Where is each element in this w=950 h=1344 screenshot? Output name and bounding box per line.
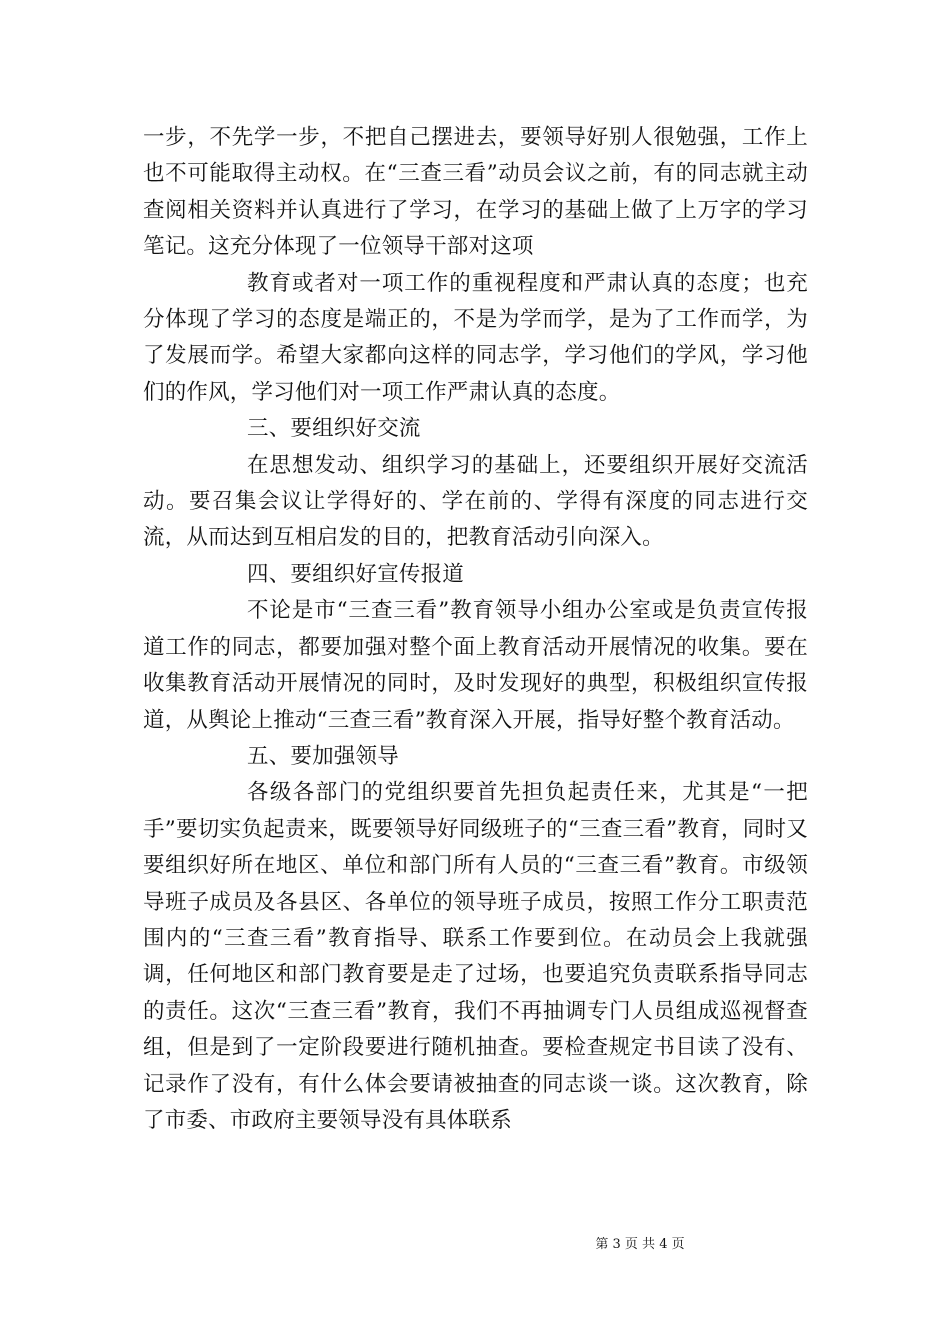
paragraph-publicity: 不论是市“三查三看”教育领导小组办公室或是负责宣传报道工作的同志，都要加强对整个面上教育活动开展情况的收集。要在收集教育活动开展情况的同时，及时发现好的典型，积极组织宣传报道，从舆论上推动“三查三看”教育深入开展，指导好整个教育活动。: [143, 598, 808, 733]
page-number: 第 3 页 共 4 页: [595, 1237, 685, 1252]
paragraph-exchange: 在思想发动、组织学习的基础上，还要组织开展好交流活动。要召集会议让学得好的、学在前的、学得有深度的同志进行交流，从而达到互相启发的目的，把教育活动引向深入。: [143, 452, 808, 551]
paragraph-attitude: 教育或者对一项工作的重视程度和严肃认真的态度；也充分体现了学习的态度是端正的，不是为学而学，是为了工作而学，为了发展而学。希望大家都向这样的同志学，学习他们的学风，学习他们的作风，学习他们对一项工作严肃认真的态度。: [143, 270, 808, 405]
document-body: [143, 120, 808, 1139]
section-heading-leadership: 五、要加强领导: [247, 743, 399, 769]
paragraph-leadership: 各级各部门的党组织要首先担负起责任来，尤其是“一把手”要切实负起责来，既要领导好同级班子的“三查三看”教育，同时又要组织好所在地区、单位和部门所有人员的“三查三看”教育。市级领导班子成员及各县区、各单位的领导班子成员，按照工作分工职责范围内的“三查三看”教育指导、联系工作要到位。在动员会上我就强调，任何地区和部门教育要是走了过场，也要追究负责联系指导同志的责任。这次“三查三看”教育，我们不再抽调专门人员组成巡视督查组，但是到了一定阶段要进行随机抽查。要检查规定书目读了没有、记录作了没有，有什么体会要请被抽查的同志谈一谈。这次教育，除了市委、市政府主要领导没有具体联系: [143, 780, 808, 1133]
section-heading-publicity: 四、要组织好宣传报道: [247, 561, 465, 587]
page-footer: [0, 1233, 950, 1252]
paragraph-continuation: 一步，不先学一步，不把自己摆进去，要领导好别人很勉强，工作上也不可能取得主动权。在“三查三看”动员会议之前，有的同志就主动查阅相关资料并认真进行了学习，在学习的基础上做了上万字的学习笔记。这充分体现了一位领导干部对这项: [143, 125, 808, 260]
section-heading-exchange: 三、要组织好交流: [247, 416, 421, 442]
